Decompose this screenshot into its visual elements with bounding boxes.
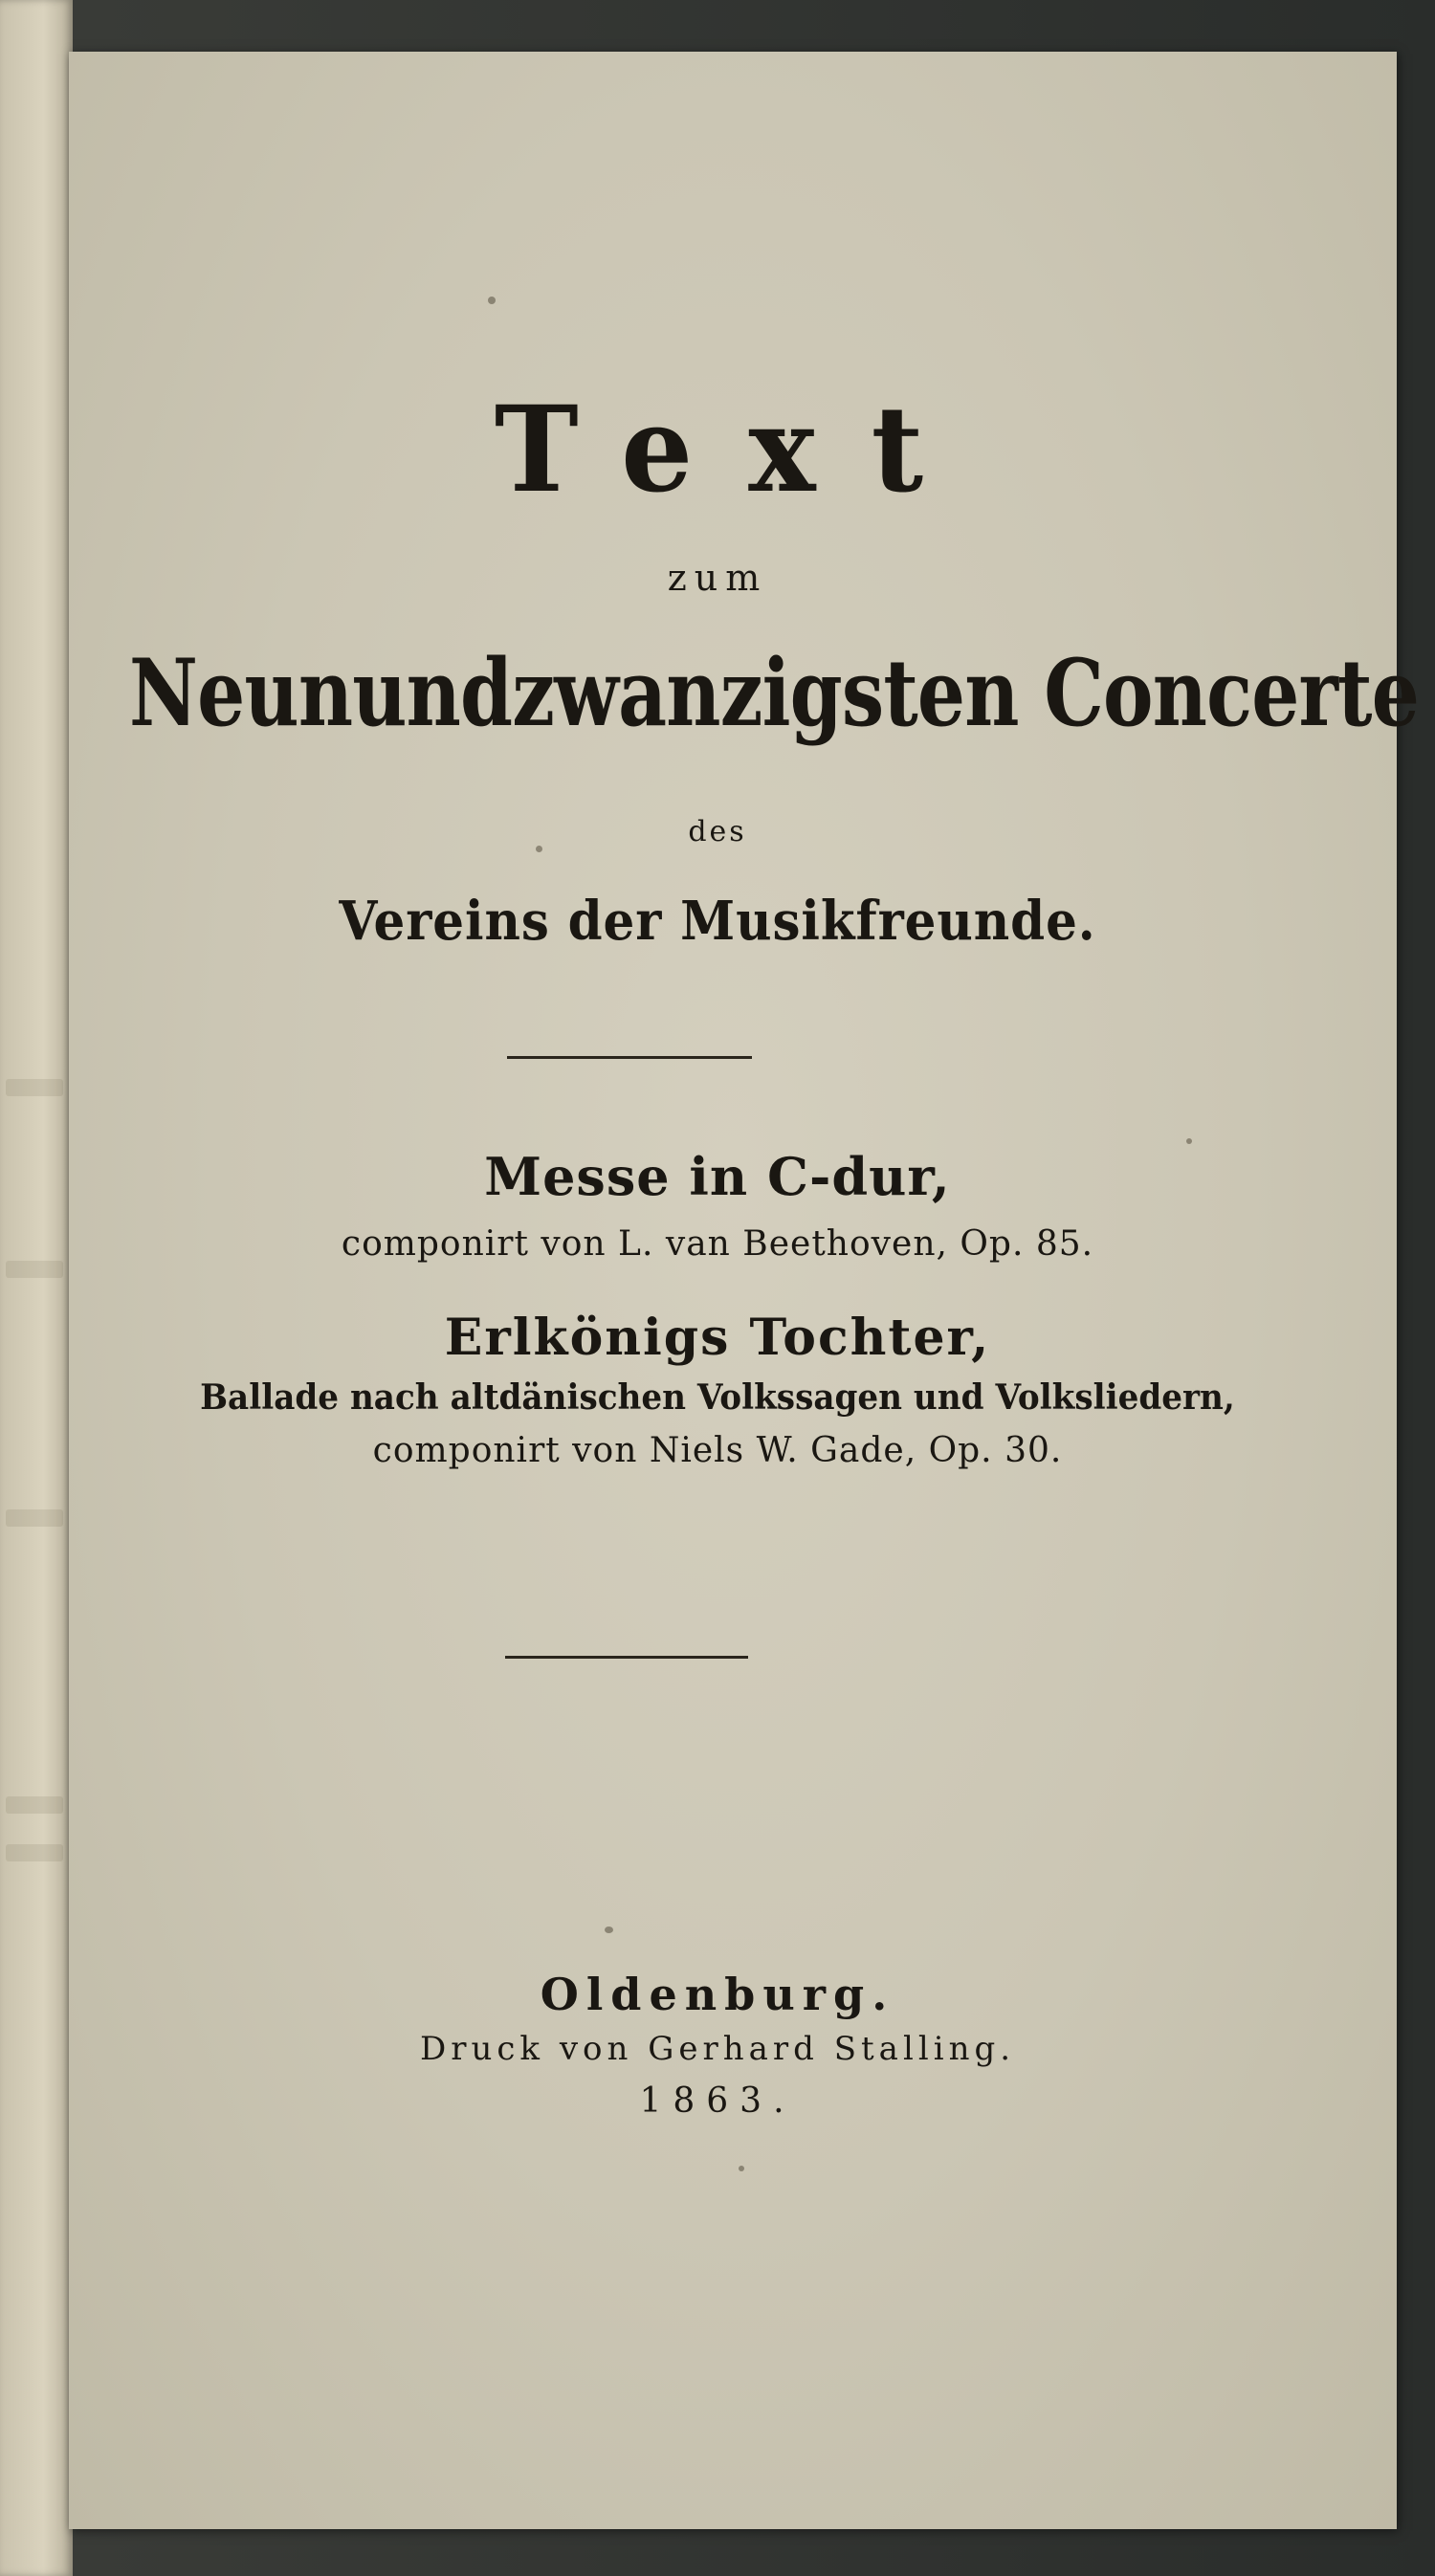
bleed-through-mark xyxy=(6,1796,63,1814)
divider-rule xyxy=(507,1056,752,1059)
work1-composer: componirt von L. van Beethoven, Op. 85. xyxy=(341,1224,1094,1264)
bleed-through-mark xyxy=(6,1509,63,1527)
imprint-printer: Druck von Gerhard Stalling. xyxy=(419,2030,1016,2068)
work2-subtitle: Ballade nach altdänischen Volkssagen und Volksliedern, xyxy=(200,1377,1235,1418)
concert-title: Neunundzwanzigsten Concerte xyxy=(129,639,1419,747)
imprint-place: Oldenburg. xyxy=(540,1969,895,2020)
paper-speck xyxy=(739,2166,744,2171)
paper-speck xyxy=(605,1926,613,1933)
society-name: Vereins der Musikfreunde. xyxy=(339,890,1096,953)
bleed-through-mark xyxy=(6,1079,63,1096)
paper-speck xyxy=(488,297,496,304)
work2-composer: componirt von Niels W. Gade, Op. 30. xyxy=(372,1431,1063,1470)
divider-rule xyxy=(505,1656,748,1659)
imprint-year: 1863. xyxy=(639,2081,796,2121)
main-title: Text xyxy=(494,379,980,519)
connector-zum: zum xyxy=(667,557,768,599)
bleed-through-mark xyxy=(6,1844,63,1861)
connector-des: des xyxy=(688,815,747,848)
work1-title: Messe in C-dur, xyxy=(484,1146,951,1207)
work2-title: Erlkönigs Tochter, xyxy=(444,1309,991,1367)
paper-speck xyxy=(1186,1138,1192,1144)
